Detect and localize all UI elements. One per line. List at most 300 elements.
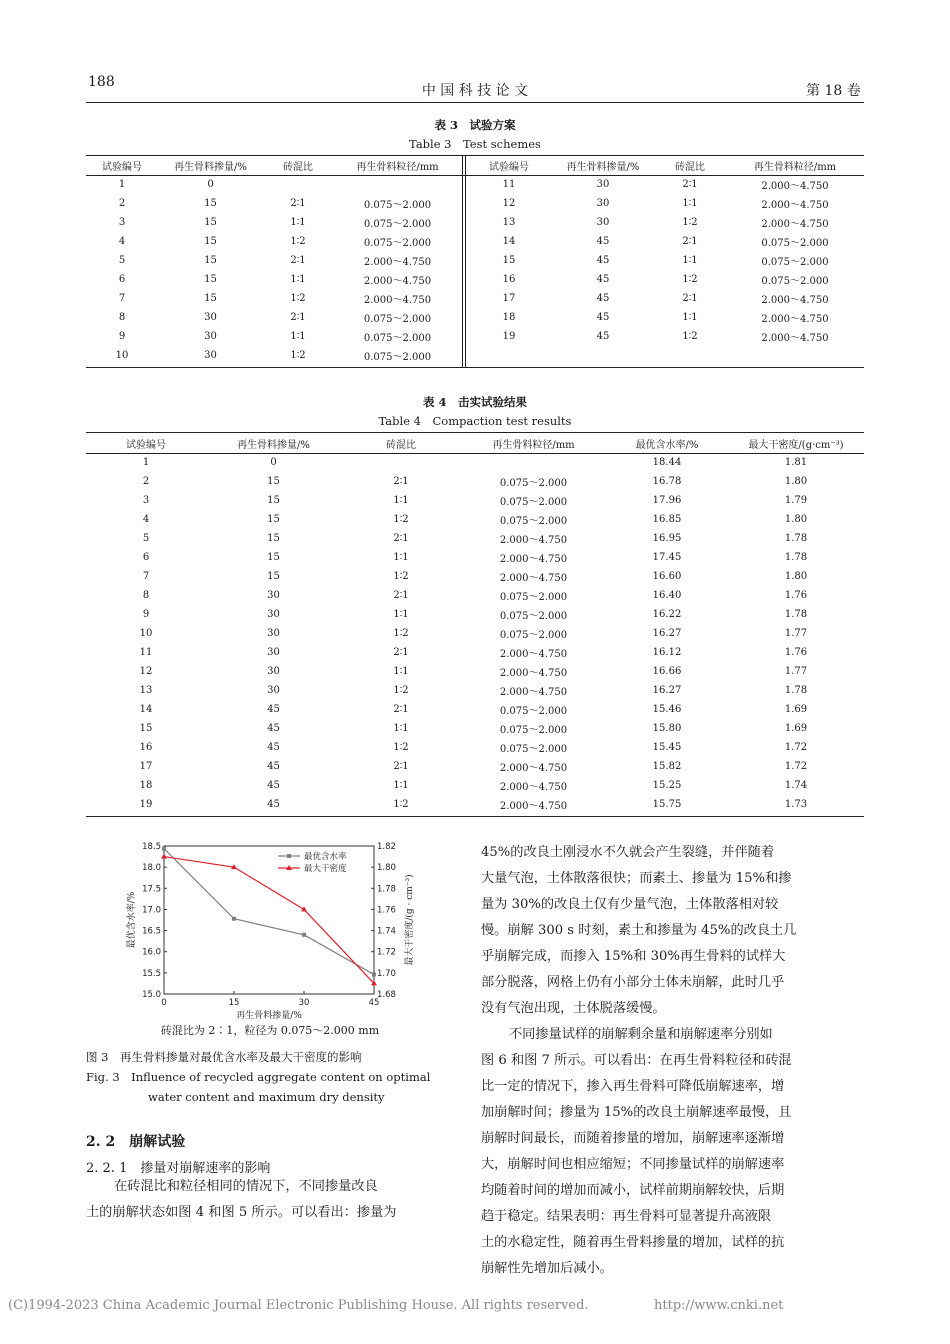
table4-cell: 15.82 bbox=[652, 761, 682, 772]
table3-cell: 2∶1 bbox=[290, 255, 306, 266]
right-column-text bbox=[481, 840, 865, 1282]
table3-cell: 2.000～4.750 bbox=[363, 257, 432, 268]
table-row bbox=[86, 548, 864, 567]
table-row bbox=[86, 757, 864, 776]
table4-cell: 30 bbox=[267, 685, 280, 696]
series-point-1 bbox=[161, 854, 167, 859]
table-row bbox=[86, 270, 462, 289]
table4-cell: 0.075～2.000 bbox=[499, 497, 568, 508]
table4-cell: 12 bbox=[139, 666, 153, 677]
series-point-1 bbox=[301, 906, 307, 911]
table-row bbox=[86, 289, 462, 308]
table-row bbox=[466, 251, 864, 270]
table4-cell: 45 bbox=[267, 723, 280, 734]
y-left-tick-label: 16.0 bbox=[142, 947, 161, 958]
table3-cell: 0.075～2.000 bbox=[761, 238, 829, 249]
y-right-tick-label: 1.68 bbox=[377, 990, 396, 1000]
table3-cell: 19 bbox=[502, 331, 516, 342]
table3-cell: 1∶2 bbox=[682, 331, 698, 342]
table4-cell: 1.74 bbox=[784, 780, 808, 791]
series-point-0 bbox=[232, 917, 236, 921]
table3-cell: 45 bbox=[596, 274, 610, 285]
table3-cell: 15 bbox=[204, 198, 217, 209]
table4-cell: 2.000～4.750 bbox=[499, 801, 568, 812]
table4-header-cell: 砖混比 bbox=[386, 439, 416, 451]
table3-cell: 45 bbox=[596, 255, 610, 266]
table3-cell: 2.000～4.750 bbox=[363, 276, 432, 287]
table4-cell bbox=[461, 453, 606, 472]
table3-cell: 18 bbox=[502, 312, 516, 323]
table3-cell: 1∶1 bbox=[682, 198, 698, 209]
table3-left bbox=[86, 156, 462, 365]
table3-cell: 0.075～2.000 bbox=[761, 276, 829, 287]
table3-cell: 0.075～2.000 bbox=[363, 200, 432, 211]
table3-cell: 0 bbox=[207, 179, 214, 190]
x-tick-label: 0 bbox=[161, 998, 167, 1008]
table4-cell: 1.81 bbox=[784, 457, 808, 468]
table3-cell: 2.000～4.750 bbox=[761, 181, 829, 192]
table4-cell: 30 bbox=[267, 628, 280, 639]
table3-cell: 2.000～4.750 bbox=[761, 200, 829, 211]
table4-cell: 15 bbox=[267, 552, 280, 563]
table-row bbox=[86, 491, 864, 510]
table3-cell: 30 bbox=[204, 350, 217, 361]
table4-cell: 0.075～2.000 bbox=[499, 516, 568, 527]
table3-cell: 30 bbox=[204, 331, 217, 342]
table4-cell: 15.25 bbox=[652, 780, 682, 791]
y-right-tick-label: 1.72 bbox=[377, 947, 396, 958]
table-row bbox=[86, 605, 864, 624]
table4-header-row bbox=[86, 433, 864, 453]
table4-cell: 1∶2 bbox=[393, 514, 409, 525]
table-row bbox=[86, 643, 864, 662]
table4-cell: 2∶1 bbox=[393, 533, 409, 544]
table-row bbox=[466, 213, 864, 232]
table3-cell: 17 bbox=[502, 293, 516, 304]
figure3-note: 砖混比为 2∶1，粒径为 0.075～2.000 mm bbox=[160, 1024, 380, 1037]
table-row bbox=[466, 270, 864, 289]
table3-cell bbox=[263, 175, 333, 194]
table4-cell: 1∶1 bbox=[393, 666, 409, 677]
right-para-line: 加崩解时间；掺量为 15%的改良土崩解速率最慢，且 bbox=[481, 1105, 792, 1120]
journal-title: 中 国 科 技 论 文 bbox=[421, 83, 529, 99]
table4-cell: 2.000～4.750 bbox=[499, 763, 568, 774]
table4-cell: 15 bbox=[267, 533, 280, 544]
series-point-0 bbox=[162, 847, 166, 851]
table4-cell: 1.76 bbox=[784, 647, 808, 658]
table3-header-cell: 再生骨料粒径/mm bbox=[356, 162, 439, 173]
left-para-line-2: 土的崩解状态如图 4 和图 5 所示。可以看出：掺量为 bbox=[86, 1205, 397, 1220]
table3-header-cell: 砖混比 bbox=[283, 162, 313, 173]
table3-cell: 1∶1 bbox=[290, 274, 306, 285]
table4-cell: 2∶1 bbox=[393, 476, 409, 487]
table4-cell: 15 bbox=[267, 476, 280, 487]
right-para-line: 没有气泡出现，土体脱落缓慢。 bbox=[481, 1001, 666, 1016]
table3-cell: 1∶2 bbox=[290, 350, 306, 361]
table3-cell: 15 bbox=[204, 217, 217, 228]
table-row bbox=[86, 776, 864, 795]
table3-cell: 2.000～4.750 bbox=[761, 219, 829, 230]
table4-cell: 1 bbox=[142, 457, 150, 468]
table-row bbox=[86, 795, 864, 814]
x-tick-label: 15 bbox=[228, 998, 240, 1008]
table4-cell: 15 bbox=[267, 571, 280, 582]
table3-cell: 15 bbox=[502, 255, 516, 266]
y-left-tick-label: 15.5 bbox=[142, 968, 161, 979]
table3-cell: 4 bbox=[118, 236, 126, 247]
y-right-axis-label: 最大干密度/(g · cm⁻³) bbox=[405, 874, 415, 966]
table4-cell: 10 bbox=[139, 628, 153, 639]
table3-cell: 1∶1 bbox=[290, 217, 306, 228]
header-rule bbox=[86, 102, 864, 103]
table4 bbox=[86, 433, 864, 814]
table4-cell: 45 bbox=[267, 780, 280, 791]
table4-header-cell: 试验编号 bbox=[126, 439, 166, 451]
table3-cell: 1∶2 bbox=[682, 217, 698, 228]
table4-cell: 30 bbox=[267, 609, 280, 620]
table3-cell: 45 bbox=[596, 236, 610, 247]
table4-cell: 17 bbox=[139, 761, 153, 772]
table4-header-cell: 再生骨料掺量/% bbox=[237, 439, 310, 451]
table3-cell: 1∶2 bbox=[290, 236, 306, 247]
right-para-line: 土的水稳定性，随着再生骨料掺量的增加，试样的抗 bbox=[481, 1235, 785, 1250]
table3-cell: 2 bbox=[118, 198, 126, 209]
table3-cell: 0.075～2.000 bbox=[363, 333, 432, 344]
table4-cell: 15.46 bbox=[652, 704, 682, 715]
table4-cell: 15.45 bbox=[652, 742, 682, 753]
table4-cell: 16.40 bbox=[652, 590, 682, 601]
table4-cell: 1.76 bbox=[784, 590, 808, 601]
table4-cell: 0.075～2.000 bbox=[499, 592, 568, 603]
table3-right bbox=[466, 156, 864, 365]
table4-cell: 45 bbox=[267, 742, 280, 753]
table3-header-cell: 砖混比 bbox=[675, 162, 705, 173]
table4-cell: 1.77 bbox=[784, 666, 808, 677]
table4-cell: 1.79 bbox=[784, 495, 808, 506]
table4-cell: 1.72 bbox=[784, 742, 808, 753]
table3-cell: 16 bbox=[502, 274, 516, 285]
table-row bbox=[86, 251, 462, 270]
table3-cell: 0.075～2.000 bbox=[363, 352, 432, 363]
subsection-heading: 2. 2. 1 掺量对崩解速率的影响 bbox=[86, 1161, 271, 1176]
table3-cell: 13 bbox=[502, 217, 516, 228]
table4-cell: 16.66 bbox=[652, 666, 682, 677]
table4-cell: 15.80 bbox=[652, 723, 682, 734]
table-row bbox=[86, 662, 864, 681]
table4-cell: 16.95 bbox=[652, 533, 682, 544]
table-row bbox=[86, 194, 462, 213]
table4-cell: 1.78 bbox=[784, 533, 808, 544]
table3-divider-a bbox=[462, 156, 463, 367]
table-row bbox=[86, 308, 462, 327]
y-right-tick-label: 1.80 bbox=[377, 863, 396, 874]
table3-cell: 0.075～2.000 bbox=[363, 238, 432, 249]
table3-cell: 1∶2 bbox=[682, 274, 698, 285]
right-para-line: 崩解性先增加后减小。 bbox=[481, 1261, 613, 1276]
volume-label: 第 18 卷 bbox=[806, 83, 861, 99]
table3-cell: 2.000～4.750 bbox=[761, 314, 829, 325]
x-tick-label: 30 bbox=[298, 998, 310, 1008]
table4-cell: 0.075～2.000 bbox=[499, 611, 568, 622]
table3-cell: 30 bbox=[596, 179, 610, 190]
table3-cell: 1∶1 bbox=[682, 255, 698, 266]
table-row bbox=[86, 175, 462, 194]
section-heading: 2. 2 崩解试验 bbox=[86, 1134, 186, 1150]
table4-cell: 30 bbox=[267, 647, 280, 658]
table-row bbox=[86, 719, 864, 738]
table4-cell: 1.80 bbox=[784, 571, 808, 582]
table4-cell: 1∶2 bbox=[393, 685, 409, 696]
table4-cell: 17.45 bbox=[652, 552, 682, 563]
right-para-line: 不同掺量试样的崩解剩余量和崩解速率分别如 bbox=[509, 1027, 773, 1042]
figure3-caption-cn: 图 3 再生骨料掺量对最优含水率及最大干密度的影响 bbox=[86, 1050, 362, 1064]
table3-cell: 2∶1 bbox=[290, 198, 306, 209]
table3-header-cell: 再生骨料掺量/% bbox=[566, 162, 640, 173]
table3-cell: 11 bbox=[502, 179, 516, 190]
table4-cell: 2 bbox=[142, 476, 150, 487]
table4-cell: 16.27 bbox=[652, 685, 682, 696]
table3-cell: 1∶1 bbox=[682, 312, 698, 323]
table4-cell: 1∶2 bbox=[393, 628, 409, 639]
y-left-tick-label: 18.5 bbox=[142, 842, 161, 852]
table-row bbox=[86, 700, 864, 719]
table3-cell: 45 bbox=[596, 293, 610, 304]
figure3-chart bbox=[120, 832, 420, 1022]
table4-cell: 2∶1 bbox=[393, 704, 409, 715]
table4-cell: 1.80 bbox=[784, 514, 808, 525]
table4-cell: 1.77 bbox=[784, 628, 808, 639]
table4-cell: 1∶2 bbox=[393, 799, 409, 810]
table4-cell: 1.69 bbox=[784, 704, 808, 715]
table4-cell: 14 bbox=[139, 704, 153, 715]
table3-cell bbox=[466, 346, 552, 365]
table4-cell: 7 bbox=[142, 571, 150, 582]
table4-cell: 1.78 bbox=[784, 685, 808, 696]
y-right-tick-label: 1.76 bbox=[377, 905, 396, 916]
table3-cell: 10 bbox=[115, 350, 129, 361]
table3-cell: 30 bbox=[596, 217, 610, 228]
y-left-tick-label: 17.0 bbox=[142, 905, 161, 916]
table-row bbox=[466, 175, 864, 194]
table4-cell: 11 bbox=[139, 647, 153, 658]
table3-cell: 2∶1 bbox=[290, 312, 306, 323]
y-left-axis-label: 最优含水率/% bbox=[127, 891, 137, 949]
table4-cell: 30 bbox=[267, 666, 280, 677]
table4-cell: 15 bbox=[267, 495, 280, 506]
table3-left-header-row bbox=[86, 156, 462, 175]
x-axis-label: 再生骨料掺量/% bbox=[236, 1011, 302, 1021]
right-para-line: 大量气泡，土体散落很快；而素土、掺量为 15%和掺 bbox=[481, 871, 792, 886]
cnki-url[interactable]: http://www.cnki.net bbox=[654, 1298, 784, 1313]
table4-cell: 0.075～2.000 bbox=[499, 630, 568, 641]
table4-cell: 45 bbox=[267, 799, 280, 810]
table-row bbox=[86, 586, 864, 605]
table4-cell: 15 bbox=[267, 514, 280, 525]
table-row bbox=[86, 529, 864, 548]
table4-cell: 8 bbox=[142, 590, 150, 601]
table4-cell: 2.000～4.750 bbox=[499, 649, 568, 660]
table3-title-cn: 表 3 试验方案 bbox=[434, 118, 516, 132]
table4-cell: 2.000～4.750 bbox=[499, 573, 568, 584]
table4-cell: 19 bbox=[139, 799, 153, 810]
table4-cell: 45 bbox=[267, 761, 280, 772]
table3-cell: 30 bbox=[596, 198, 610, 209]
table3-cell: 45 bbox=[596, 331, 610, 342]
table3-right-header-row bbox=[466, 156, 864, 175]
table-row bbox=[86, 738, 864, 757]
table3-header-cell: 再生骨料掺量/% bbox=[174, 162, 247, 173]
table4-cell: 15 bbox=[139, 723, 153, 734]
table-row bbox=[86, 681, 864, 700]
table-row bbox=[86, 567, 864, 586]
table3-cell: 0.075～2.000 bbox=[363, 314, 432, 325]
table4-cell: 1∶2 bbox=[393, 742, 409, 753]
table4-cell: 1∶1 bbox=[393, 552, 409, 563]
table4-cell: 1.69 bbox=[784, 723, 808, 734]
table-row bbox=[86, 327, 462, 346]
table4-cell: 1.72 bbox=[784, 761, 808, 772]
table3-cell bbox=[552, 346, 654, 365]
table3-cell: 15 bbox=[204, 274, 217, 285]
table4-cell: 2.000～4.750 bbox=[499, 782, 568, 793]
table4-header-cell: 再生骨料粒径/mm bbox=[492, 439, 575, 451]
right-para-line: 趋于稳定。结果表明：再生骨料可显著提升高液限 bbox=[481, 1209, 772, 1224]
right-para-line: 崩解时间最长，而随着掺量的增加，崩解速率逐渐增 bbox=[481, 1131, 785, 1146]
table3-cell: 2∶1 bbox=[682, 293, 698, 304]
table3-cell bbox=[333, 175, 462, 194]
table-row bbox=[466, 289, 864, 308]
table3-cell: 0.075～2.000 bbox=[363, 219, 432, 230]
table4-cell: 4 bbox=[142, 514, 150, 525]
table3-header-cell: 试验编号 bbox=[489, 162, 529, 173]
table4-cell: 1.73 bbox=[784, 799, 808, 810]
table4-bottom-rule bbox=[86, 816, 864, 817]
table4-cell: 16.27 bbox=[652, 628, 682, 639]
table3-cell: 0.075～2.000 bbox=[761, 257, 829, 268]
table4-cell: 2∶1 bbox=[393, 761, 409, 772]
table3-cell: 14 bbox=[502, 236, 516, 247]
table3-cell bbox=[654, 346, 726, 365]
table4-cell: 0 bbox=[270, 457, 277, 468]
table3-cell: 5 bbox=[118, 255, 126, 266]
table4-cell: 1.78 bbox=[784, 552, 808, 563]
table3-cell: 2∶1 bbox=[682, 236, 698, 247]
right-para-line: 慢。崩解 300 s 时刻，素土和掺量为 45%的改良土几 bbox=[481, 923, 797, 938]
table4-cell: 0.075～2.000 bbox=[499, 744, 568, 755]
table4-title-cn: 表 4 击实试验结果 bbox=[422, 395, 527, 409]
table3-cell: 15 bbox=[204, 293, 217, 304]
table3-cell: 15 bbox=[204, 236, 217, 247]
table3-cell: 2.000～4.750 bbox=[761, 333, 829, 344]
table3-cell: 15 bbox=[204, 255, 217, 266]
table-row bbox=[466, 194, 864, 213]
table4-cell: 16.22 bbox=[652, 609, 682, 620]
table3-header-cell: 再生骨料粒径/mm bbox=[753, 162, 837, 173]
right-para-line: 图 6 和图 7 所示。可以看出：在再生骨料粒径和砖混 bbox=[481, 1053, 792, 1068]
table3-cell bbox=[726, 346, 864, 365]
table4-cell: 2.000～4.750 bbox=[499, 535, 568, 546]
x-tick-label: 45 bbox=[368, 998, 380, 1008]
copyright-notice: (C)1994-2023 China Academic Journal Electronic Publishing House. All rights reserved. bbox=[8, 1298, 589, 1313]
table4-cell: 2∶1 bbox=[393, 647, 409, 658]
table4-cell: 18.44 bbox=[652, 457, 682, 468]
table3-cell: 30 bbox=[204, 312, 217, 323]
right-para-line: 45%的改良土刚浸水不久就会产生裂缝，并伴随着 bbox=[481, 845, 775, 860]
right-para-line: 量为 30%的改良土仅有少量气泡，土体散落相对较 bbox=[481, 897, 779, 912]
table3-cell: 2.000～4.750 bbox=[761, 295, 829, 306]
y-left-tick-label: 16.5 bbox=[142, 926, 161, 937]
y-right-tick-label: 1.78 bbox=[377, 884, 396, 895]
table4-cell: 1.78 bbox=[784, 609, 808, 620]
table4-cell: 6 bbox=[142, 552, 150, 563]
table3-cell: 9 bbox=[118, 331, 126, 342]
table4-cell: 5 bbox=[142, 533, 150, 544]
legend-label-0: 最优含水率 bbox=[304, 852, 347, 862]
table4-cell: 1∶1 bbox=[393, 609, 409, 620]
table-row bbox=[466, 327, 864, 346]
table4-cell: 45 bbox=[267, 704, 280, 715]
right-para-line: 大，崩解时间也相应缩短；不同掺量试样的崩解速率 bbox=[481, 1157, 785, 1172]
table4-cell: 16.85 bbox=[652, 514, 682, 525]
table4-cell: 2.000～4.750 bbox=[499, 687, 568, 698]
table4-cell: 1∶2 bbox=[393, 571, 409, 582]
table4-cell: 3 bbox=[142, 495, 150, 506]
table4-cell: 16.60 bbox=[652, 571, 682, 582]
table3-cell: 6 bbox=[118, 274, 126, 285]
table4-cell: 0.075～2.000 bbox=[499, 478, 568, 489]
table4-cell: 16 bbox=[139, 742, 153, 753]
y-right-tick-label: 1.70 bbox=[377, 968, 396, 979]
table4-header-cell: 最优含水率/% bbox=[635, 439, 699, 451]
series-line-1 bbox=[164, 857, 374, 984]
table3-bottom-rule bbox=[86, 367, 864, 368]
table3-title-en: Table 3 Test schemes bbox=[409, 137, 541, 151]
table3-cell: 1∶2 bbox=[290, 293, 306, 304]
table3-cell: 2∶1 bbox=[682, 179, 698, 190]
table-row bbox=[86, 510, 864, 529]
table-row bbox=[86, 453, 864, 472]
table4-cell: 16.78 bbox=[652, 476, 682, 487]
right-para-line: 部分脱落，网格上仍有小部分土体未崩解，此时几乎 bbox=[481, 975, 785, 990]
page-number: 188 bbox=[88, 74, 115, 90]
right-para-line: 均随着时间的增加而减小，试样前期崩解较快，后期 bbox=[481, 1183, 785, 1198]
y-left-tick-label: 18.0 bbox=[142, 863, 161, 874]
table3-cell: 1 bbox=[118, 179, 126, 190]
y-right-tick-label: 1.82 bbox=[377, 842, 396, 852]
table-row bbox=[466, 308, 864, 327]
table-row bbox=[86, 346, 462, 365]
table4-cell: 18 bbox=[139, 780, 153, 791]
y-left-tick-label: 17.5 bbox=[142, 884, 161, 895]
table3-cell: 45 bbox=[596, 312, 610, 323]
y-left-tick-label: 15.0 bbox=[142, 990, 161, 1000]
series-point-0 bbox=[372, 973, 376, 977]
table4-cell: 2∶1 bbox=[393, 590, 409, 601]
table3-cell: 12 bbox=[502, 198, 516, 209]
table4-cell: 2.000～4.750 bbox=[499, 554, 568, 565]
table4-cell: 16.12 bbox=[652, 647, 682, 658]
table4-cell: 1∶1 bbox=[393, 780, 409, 791]
table-row bbox=[86, 213, 462, 232]
table4-cell: 1.80 bbox=[784, 476, 808, 487]
table4-cell: 30 bbox=[267, 590, 280, 601]
table4-cell: 13 bbox=[139, 685, 153, 696]
legend-label-1: 最大干密度 bbox=[304, 864, 347, 874]
table4-cell: 1∶1 bbox=[393, 723, 409, 734]
left-para-line-1: 在砖混比和粒径相同的情况下，不同掺量改良 bbox=[114, 1179, 378, 1194]
table4-header-cell: 最大干密度/(g·cm⁻³) bbox=[748, 439, 844, 451]
table4-cell bbox=[341, 453, 461, 472]
